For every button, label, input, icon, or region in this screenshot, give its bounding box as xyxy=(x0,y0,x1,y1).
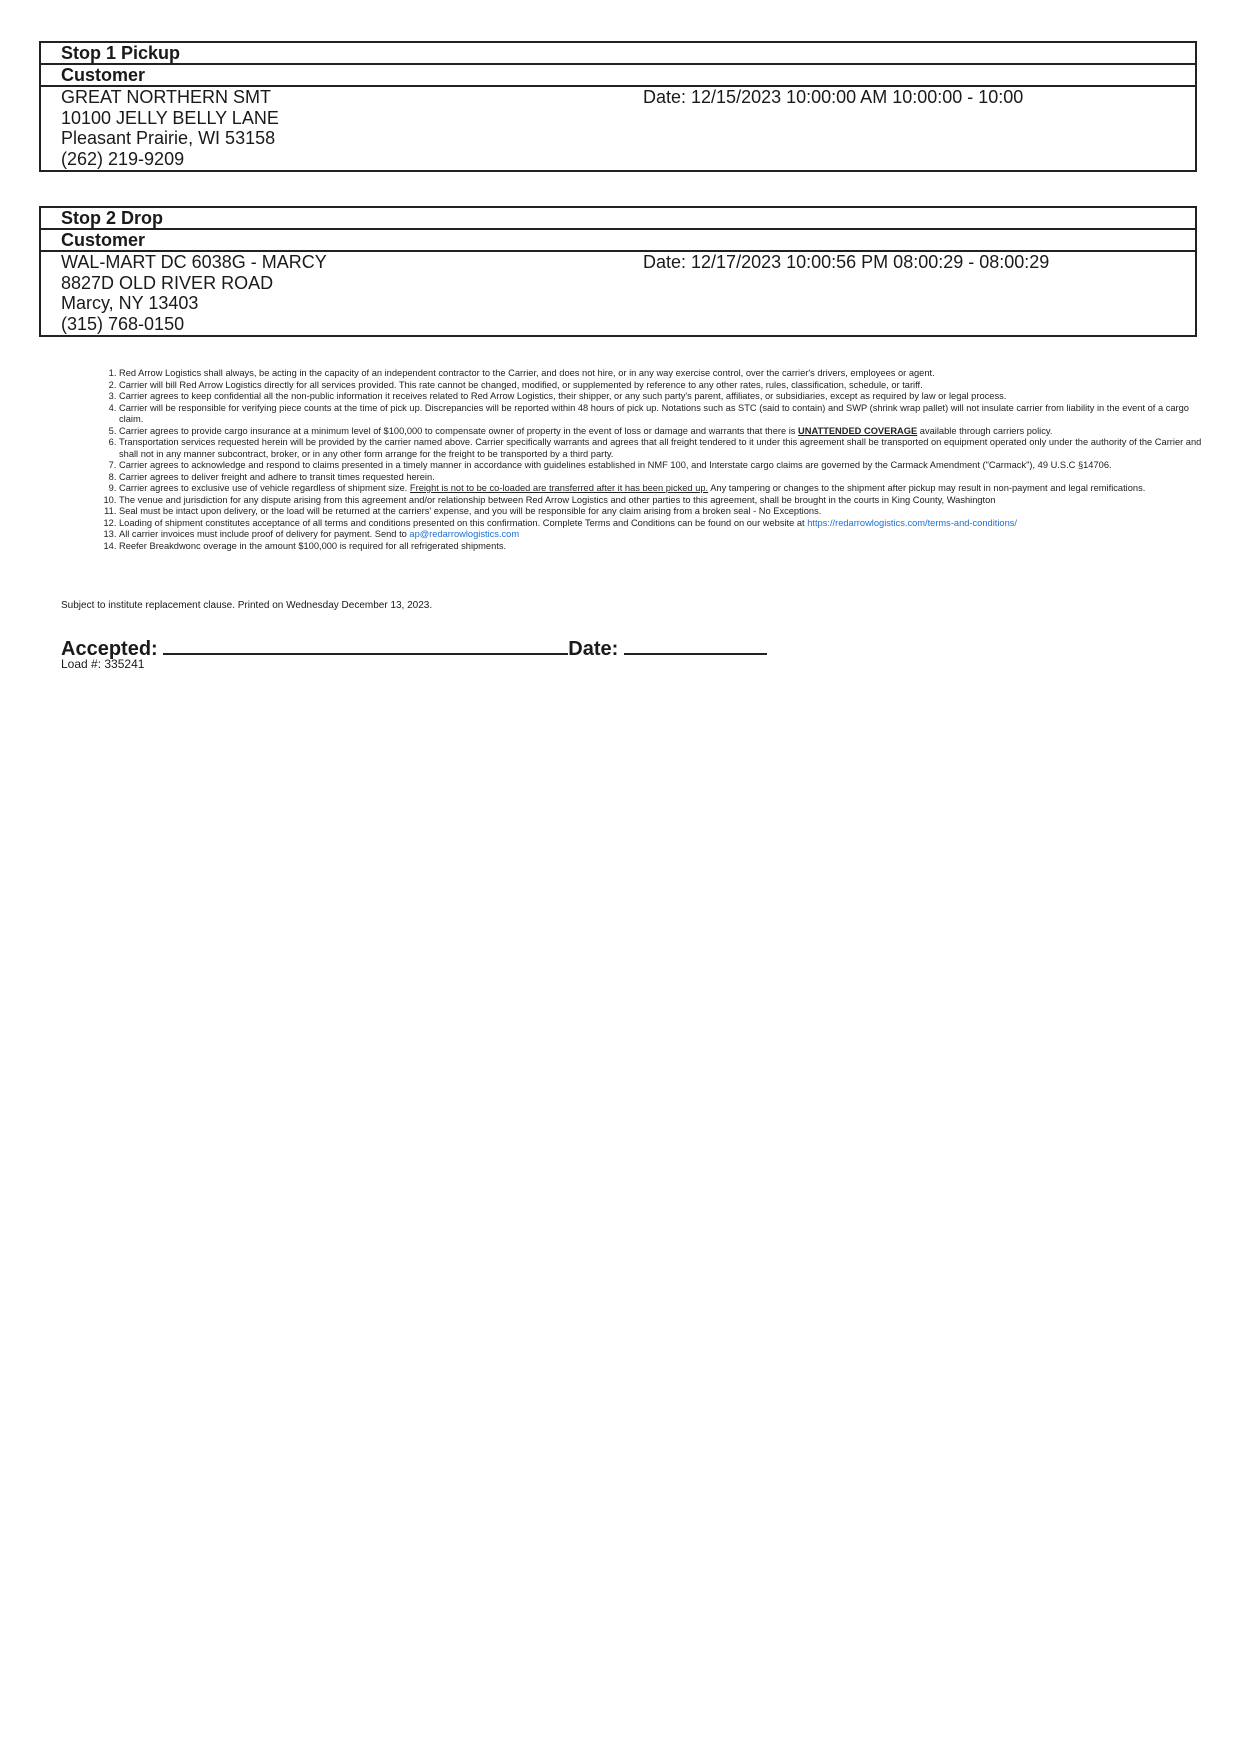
date-label: Date: xyxy=(568,638,619,660)
stop-title: Stop 2 Drop xyxy=(41,208,1195,230)
stop-date: Date: 12/17/2023 10:00:56 PM 08:00:29 - 08:00:29 xyxy=(643,252,1050,272)
stop-city-state-zip: Pleasant Prairie, WI 53158 xyxy=(61,128,276,148)
accepted-date-field[interactable] xyxy=(624,635,767,655)
term-item xyxy=(119,426,1204,438)
stop-address-line: 10100 JELLY BELLY LANE xyxy=(61,107,279,128)
term-item: 1. Red Arrow Logistics shall always, be acting in the capacity of an independent contractor to the Carrier, and does not hire, or in any way exercise control, over the carrier's drivers, employees or agent. xyxy=(119,368,1204,380)
term-item: 6. Transportation services requested herein will be provided by the carrier named above. Carrier specifically warrants and agrees that all freight tendered to it under this agreement shall be transported on equipment operated only under the authority of the Carrier and shall not in any manner subcontract, broker, or in any other form arrange for the freight to be transported by a third party. xyxy=(119,437,1204,460)
term-item: 4. Carrier will be responsible for verifying piece counts at the time of pick up. Discrepancies will be reported within 48 hours of pick up. Notations such as STC (said to contain) and SWP (shrink wrap pallet) will not insulate carrier from liability in the event of a cargo claim. xyxy=(119,403,1204,426)
no-coload-emphasis: Freight is not to be co-loaded are transferred after it has been picked up. xyxy=(409,483,709,493)
stop-address-line: 8827D OLD RIVER ROAD xyxy=(61,272,274,293)
stop-name: WAL-MART DC 6038G - MARCY xyxy=(61,252,327,272)
stop-2-box xyxy=(39,206,1197,337)
stop-date: Date: 12/15/2023 10:00:00 AM 10:00:00 - 10:00 xyxy=(643,87,1024,107)
term-item: 14. Reefer Breakdwonc overage in the amount $100,000 is required for all refrigerated shipments. xyxy=(119,541,1204,553)
term-item: 3. Carrier agrees to keep confidential all the non-public information it receives related to Red Arrow Logistics, their shipper, or any such party's parent, affiliates, or subsidiaries, except as required by law or legal process. xyxy=(119,391,1204,403)
term-item: 10. The venue and jurisdiction for any dispute arising from this agreement and/or relationship between Red Arrow Logistics and other parties to this agreement, shall be brought in the courts in King County, Washington xyxy=(119,495,1204,507)
term-text: Any tampering or changes to the shipment after pickup may result in non-payment and legal remifications. xyxy=(708,483,1146,493)
stop-phone: (262) 219-9209 xyxy=(61,148,185,169)
term-item xyxy=(119,529,1204,541)
unattended-coverage-emphasis: UNATTENDED COVERAGE xyxy=(798,425,918,436)
term-text: Loading of shipment constitutes acceptance of all terms and conditions presented on this confirmation. Complete Terms and Conditions can be found on our website at xyxy=(119,517,808,528)
stop-details xyxy=(41,87,1195,170)
terms-conditions-link[interactable]: https://redarrowlogistics.com/terms-and-conditions/ xyxy=(807,517,1017,528)
term-item: 11. Seal must be intact upon delivery, or the load will be returned at the carriers' expense, and you will be responsible for any claim arising from a broken seal - No Exceptions. xyxy=(119,506,1204,518)
stop-address xyxy=(61,87,1195,169)
stop-phone: (315) 768-0150 xyxy=(61,313,185,334)
accepted-label: Accepted: xyxy=(61,638,158,660)
load-number: Load #: 335241 xyxy=(61,657,145,671)
term-text: available through carriers policy. xyxy=(917,425,1053,436)
stop-name: GREAT NORTHERN SMT xyxy=(61,87,272,107)
term-item xyxy=(119,518,1204,530)
term-text: Carrier agrees to exclusive use of vehicle regardless of shipment size. xyxy=(119,483,410,493)
subject-clause: Subject to institute replacement clause. Printed on Wednesday December 13, 2023. xyxy=(61,600,433,611)
term-item: 7. Carrier agrees to acknowledge and respond to claims presented in a timely manner in accordance with guidelines established in NMF 100, and Interstate cargo claims are governed by the Carmack Amendment ("Carmack"), 49 U.S.C §14706. xyxy=(119,460,1204,472)
term-text: All carrier invoices must include proof of delivery for payment. Send to xyxy=(119,529,410,539)
term-item: 2. Carrier will bill Red Arrow Logistics directly for all services provided. This rate cannot be changed, modified, or supplemented by reference to any other rates, rules, classification, schedule, or tariff. xyxy=(119,380,1204,392)
invoice-email-link[interactable]: ap@redarrowlogistics.com xyxy=(409,529,520,539)
stop-party-label: Customer xyxy=(41,65,1195,87)
terms-list xyxy=(100,368,1204,552)
term-item: 8. Carrier agrees to deliver freight and adhere to transit times requested herein. xyxy=(119,472,1204,484)
stop-title: Stop 1 Pickup xyxy=(41,43,1195,65)
stop-party-label: Customer xyxy=(41,230,1195,252)
term-item xyxy=(119,483,1204,495)
signature-line xyxy=(61,635,767,661)
accepted-signature-field[interactable] xyxy=(163,635,568,655)
stop-1-box xyxy=(39,41,1197,172)
stop-city-state-zip: Marcy, NY 13403 xyxy=(61,293,199,313)
stop-details xyxy=(41,252,1195,335)
term-text: Carrier agrees to provide cargo insurance at a minimum level of $100,000 to compensate owner of property in the event of loss or damage and warrants that there is xyxy=(119,425,799,436)
